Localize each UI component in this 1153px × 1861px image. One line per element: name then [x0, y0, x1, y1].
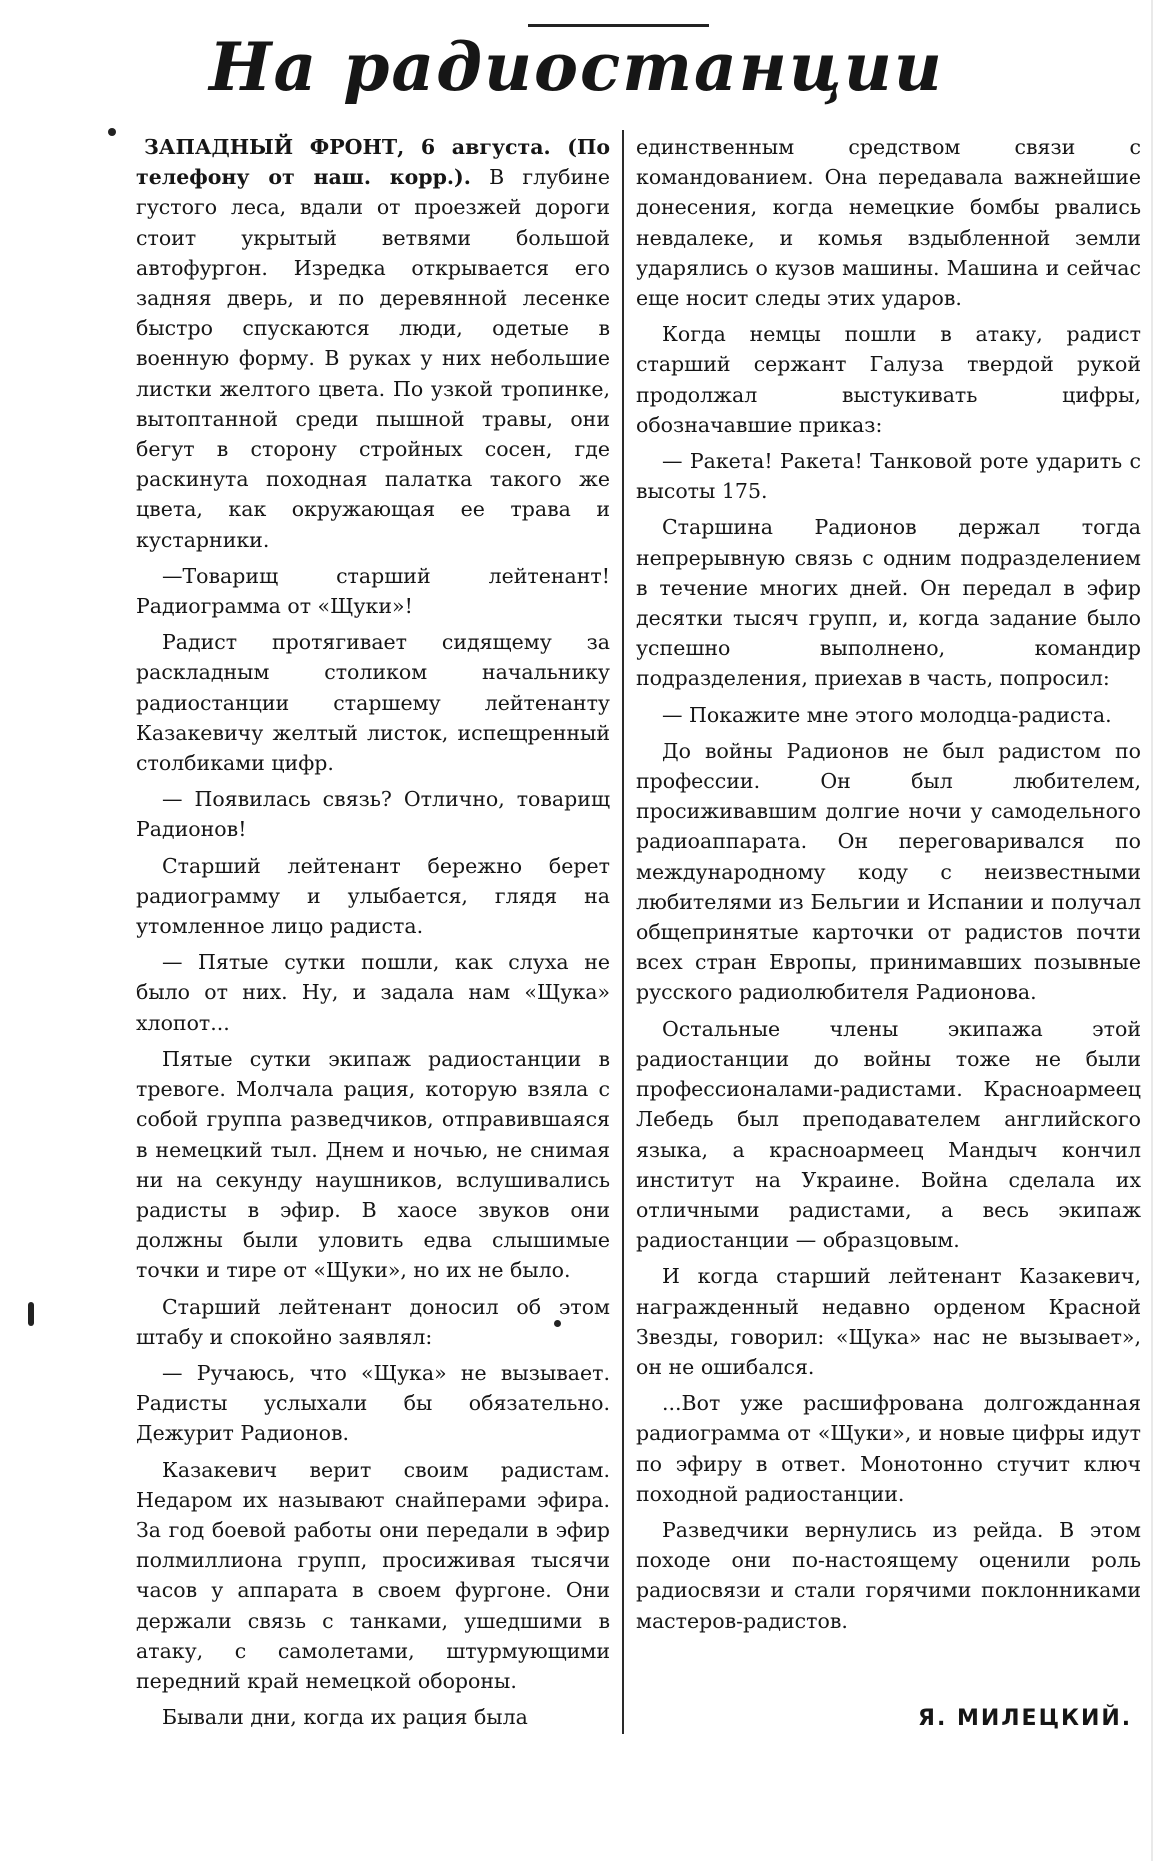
paragraph: Пятые сутки экипаж радиостанции в тревоге. Молчала рация, которую взяла с собой группа разведчиков, отправившаяся в немецкий тыл. Днем и ночью, не снимая ни на секунду наушников, вслушивались радисты в эфир. В хаосе звуков они должны были уловить едва слышимые точки и тире от «Щуки», но их не было.: [136, 1046, 610, 1283]
dateline: ЗАПАДНЫЙ ФРОНТ, 6 августа. (По телефону от наш. корр.).: [136, 135, 610, 190]
paragraph: — Пятые сутки пошли, как слуха не было от них. Ну, и задала нам «Щука» хлопот...: [136, 950, 610, 1035]
paragraph: Старший лейтенант доносил об этом штабу и спокойно заявлял:: [136, 1294, 610, 1349]
paragraph: единственным средством связи с командованием. Она передавала важнейшие донесения, когда немецкие бомбы рвались невдалеке, и комья вздыбленной земли ударялись о кузов машины. Машина и сейчас еще носит следы этих ударов.: [636, 135, 1141, 311]
ink-speck: [108, 128, 116, 136]
paragraph: Казакевич верит своим радистам. Недаром их называют снайперами эфира. За год боевой работы они передали в эфир полмиллиона групп, просиживая тысячи часов у аппарата в своем фургоне. Они держали связь с танками, ушедшими в атаку, с самолетами, штурмующими передний край немецкой обороны.: [136, 1457, 610, 1693]
paragraph: Разведчики вернулись из рейда. В этом походе они по-настоящему оценили роль радиосвязи и стали горячими поклонниками мастеров-радистов.: [636, 1517, 1141, 1633]
paragraph: До войны Радионов не был радистом по профессии. Он был любителем, просиживавшим долгие ночи у самодельного радиоаппарата. Он переговаривался по международному коду с неизвестными любителями из Бельгии и Испании и получал общепринятые карточки от радистов почти всех стран Европы, принимавших позывные русского радиолюбителя Радионова.: [636, 738, 1141, 1005]
paragraph: Старшина Радионов держал тогда непрерывную связь с одним подразделением в течение многих дней. Он передал в эфир десятки тысяч групп, и, когда задание было успешно выполнено, командир подразделения, приехав в часть, попросил:: [636, 515, 1141, 691]
column-divider: [622, 130, 624, 1734]
byline: Я. МИЛЕЦКИЙ.: [918, 1706, 1133, 1731]
paragraph: Бывали дни, когда их рация была: [162, 1705, 528, 1730]
paragraph: — Ручаюсь, что «Щука» не вызывает. Радисты услыхали бы обязательно. Дежурит Радионов.: [136, 1360, 610, 1446]
right-column: [636, 132, 1141, 1854]
paragraph-text: В глубине густого леса, вдали от проезжей дороги стоит укрытый ветвями большой автофургон. Изредка открывается его задняя дверь, и по деревянной лесенке быстро спускаются люди, одетые в военную форму. В руках у них небольшие листки желтого цвета. По узкой тропинке, вытоптанной среди пышной травы, они бегут в сторону стройных сосен, где раскинута походная палатка такого же цвета, как окружающая ее трава и кустарники.: [136, 165, 610, 552]
paragraph: — Покажите мне этого молодца-радиста.: [662, 702, 1112, 727]
lead-paragraph: [136, 132, 610, 555]
paragraph: Когда немцы пошли в атаку, радист старший сержант Галуза твердой рукой продолжал выстукивать цифры, обозначавшие приказ:: [636, 322, 1141, 437]
ink-speck: [554, 1320, 561, 1327]
top-rule: [528, 24, 709, 27]
paragraph: Радист протягивает сидящему за раскладным столиком начальнику радиостанции старшему лейтенанту Казакевичу желтый листок, испещренный столбиками цифр.: [136, 630, 610, 776]
paragraph: —Товарищ старший лейтенант! Радиограмма от «Щуки»!: [136, 563, 610, 619]
article-title: На радиостанции: [209, 28, 944, 106]
paragraph: И когда старший лейтенант Казакевич, награжденный недавно орденом Красной Звезды, говорил: «Щука» нас не вызывает», он не ошибался.: [636, 1264, 1141, 1379]
paragraph: — Появилась связь? Отлично, товарищ Радионов!: [136, 787, 610, 842]
paragraph: Старший лейтенант бережно берет радиограмму и улыбается, глядя на утомленное лицо радиста.: [136, 853, 610, 939]
paragraph: Остальные члены экипажа этой радиостанции до войны тоже не были профессионалами-радистами. Красноармеец Лебедь был преподавателем английского языка, а красноармеец Мандыч кончил институт на Украине. Война сделала их отличными радистами, а весь экипаж радиостанции — образцовым.: [636, 1016, 1141, 1253]
left-column: [136, 132, 610, 1854]
paragraph: ...Вот уже расшифрована долгожданная радиограмма от «Щуки», и новые цифры идут по эфиру в ответ. Монотонно стучит ключ походной радиостанции.: [636, 1391, 1141, 1506]
paragraph: — Ракета! Ракета! Танковой роте ударить с высоты 175.: [636, 449, 1141, 504]
ink-speck: [28, 1302, 34, 1326]
